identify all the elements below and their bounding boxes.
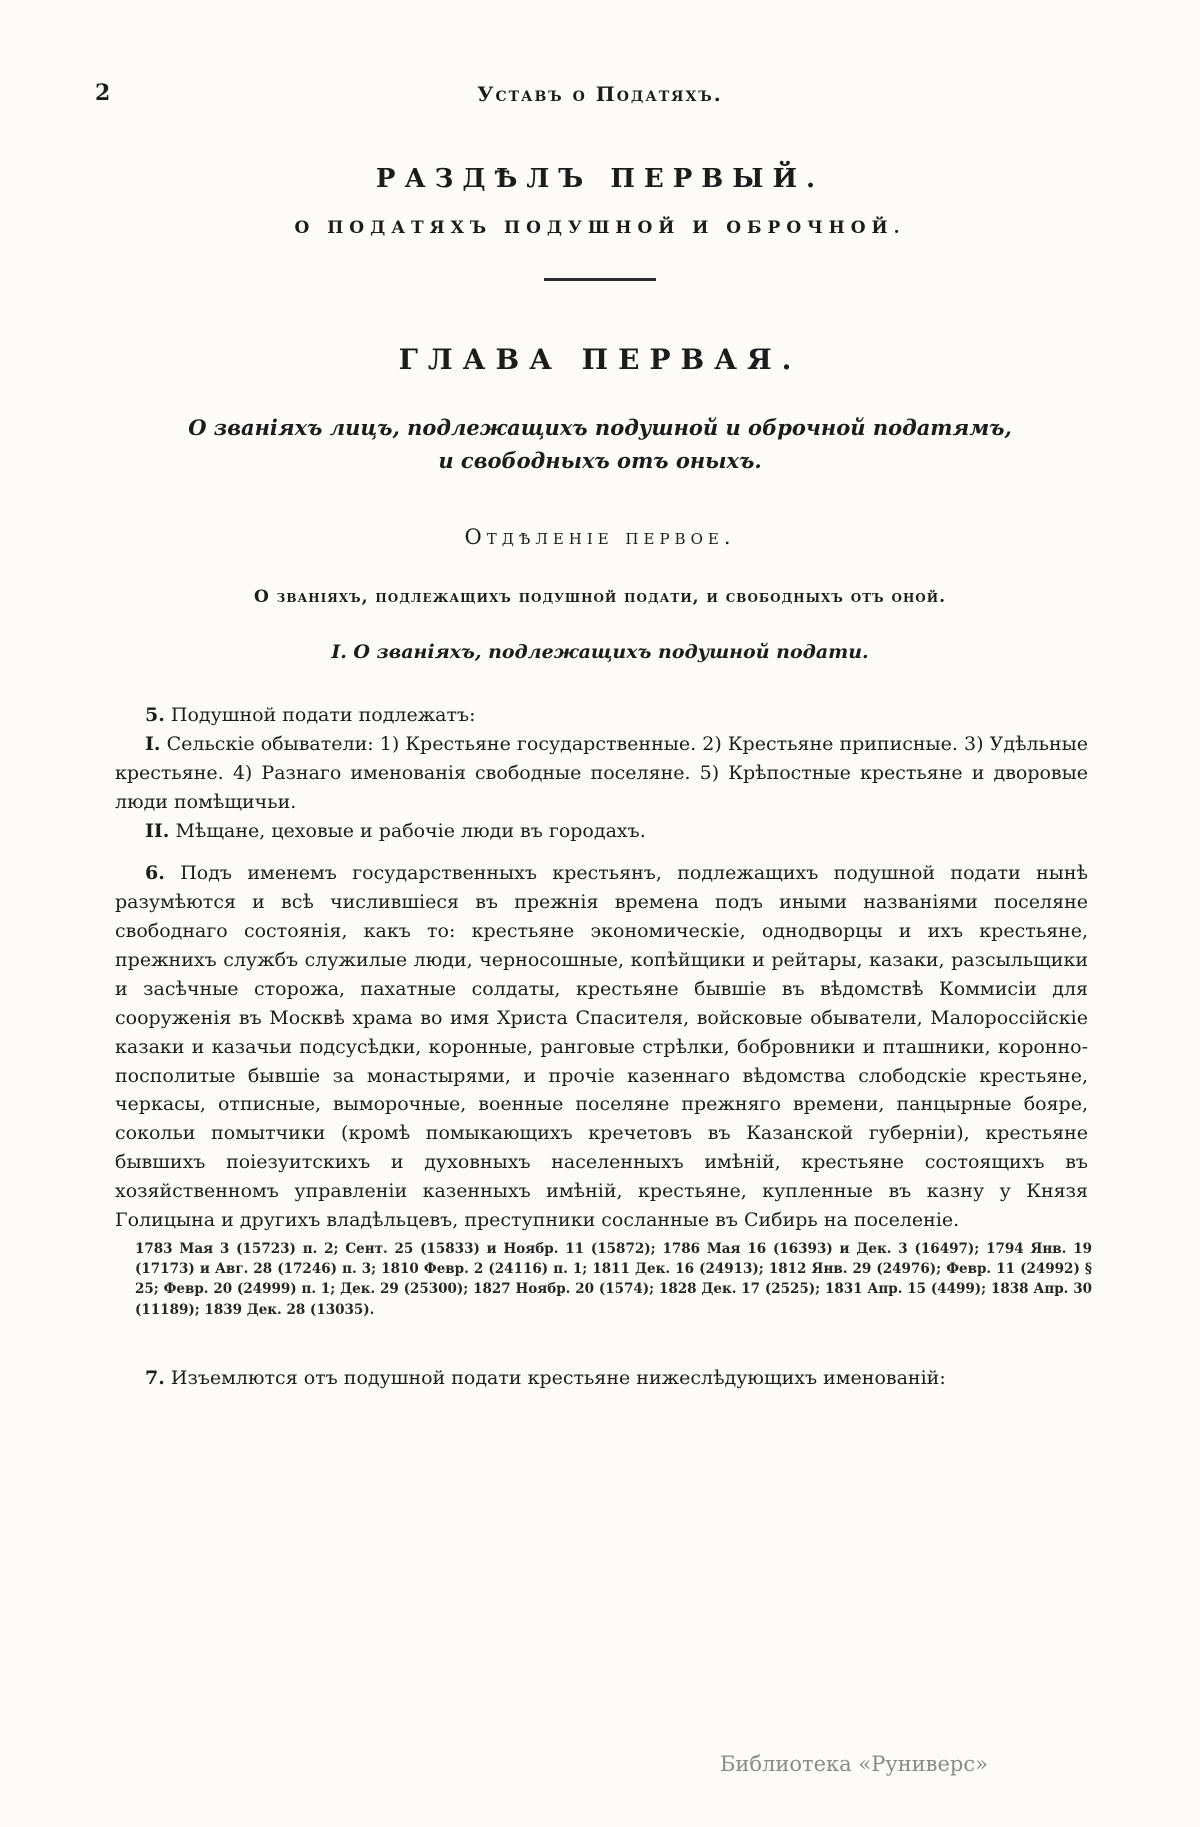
- running-header: [0, 0, 1200, 106]
- subsection-title: I. О званіяхъ, подлежащихъ подушной подати.: [331, 641, 869, 664]
- chapter-title: ГЛАВА ПЕРВАЯ.: [398, 343, 802, 376]
- article-5-item-2-number: II.: [145, 819, 170, 842]
- article-7-text: Изъемлются отъ подушной подати крестьяне нижеслѣдующихъ именованій:: [170, 1366, 946, 1389]
- article-6: [115, 859, 1088, 1234]
- article-5-number: 5.: [145, 704, 165, 727]
- article-6-number: 6.: [145, 862, 165, 885]
- document-body: [115, 701, 1088, 1235]
- library-watermark: Библиотека «Руниверс»: [719, 1752, 988, 1776]
- running-title: Уставъ о Податяхъ.: [477, 82, 723, 106]
- article-5-item-2: [115, 817, 1088, 846]
- chapter-subtitle: [0, 412, 1200, 477]
- article-5-item-1-text: Сельскіе обыватели: 1) Крестьяне государственные. 2) Крестьяне приписные. 3) Удѣльные крестьяне. 4) Разнаго именованія свободные поселяне. 5) Крѣпостные крестьяне и дворовые люди помѣщичьи.: [115, 732, 1088, 813]
- division-subtitle: О званіяхъ, подлежащихъ подушной подати, и свободныхъ отъ оной.: [253, 587, 947, 608]
- page-number: 2: [95, 80, 111, 106]
- article-5-intro: [115, 701, 1088, 730]
- article-7: [115, 1364, 1088, 1393]
- chapter-subtitle-line1: О званіяхъ лицъ, подлежащихъ подушной и оброчной податямъ,: [188, 415, 1012, 440]
- division-title: Отдѣленіе первое.: [464, 525, 736, 550]
- article-6-text: Подъ именемъ государственныхъ крестьянъ, подлежащихъ подушной подати нынѣ разумѣются и всѣ числившіеся въ прежнія времена подъ иными названіями поселяне свободнаго состоянія, какъ то: крестьяне экономическіе, однодворцы и ихъ крестьяне, прежнихъ службъ служилые люди, черносошные, копѣйщики и рейтары, казаки, разсыльщики и засѣчные сторожа, пахатные солдаты, крестьяне бывшіе въ вѣдомствѣ Коммисіи для сооруженія въ Москвѣ храма во имя Христа Спасителя, войсковые обыватели, Малороссійскіе казаки и казачьи подсусѣдки, коронные, ранговые стрѣлки, бобровники и пташники, коронно-посполитые бывшіе за монастырями, и прочіе казеннаго вѣдомства слободскіе крестьяне, черкасы, отписные, выморочные, военные поселяне прежняго времени, панцырные бояре, сокольи помытчики (кромѣ помыкающихъ кречетовъ въ Казанской губерніи), крестьяне бывшихъ поіезуитскихъ и духовныхъ населенныхъ имѣній, крестьяне состоящихъ въ хозяйственномъ управленіи казенныхъ имѣній, крестьяне, купленные въ казну у Князя Голицына и другихъ владѣльцевъ, преступники сосланные въ Сибирь на поселеніе.: [115, 862, 1089, 1231]
- section-title: РАЗДѢЛЪ ПЕРВЫЙ.: [375, 164, 825, 194]
- chapter-subtitle-line2: и свободныхъ отъ оныхъ.: [438, 447, 762, 473]
- section-subtitle: О ПОДАТЯХЪ ПОДУШНОЙ И ОБРОЧНОЙ.: [294, 218, 906, 238]
- divider-rule: [544, 278, 656, 281]
- article-5-item-2-text: Мѣщане, цеховые и рабочіе люди въ городахъ.: [175, 819, 646, 842]
- article-7-block: [115, 1364, 1088, 1393]
- article-5-intro-text: Подушной подати подлежатъ:: [170, 704, 476, 727]
- article-6-citation: 1783 Мая 3 (15723) п. 2; Сент. 25 (15833) и Ноябр. 11 (15872); 1786 Мая 16 (16393) и Дек. 3 (16497); 1794 Янв. 19 (17173) и Авг. 28 (17246) п. 3; 1810 Февр. 2 (24116) п. 1; 1811 Дек. 16 (24913); 1812 Янв. 29 (24976); Февр. 11 (24992) § 25; Февр. 20 (24999) п. 1; Дек. 29 (25300); 1827 Ноябр. 20 (1574); 1828 Дек. 17 (2525); 1831 Апр. 15 (4499); 1838 Апр. 30 (11189); 1839 Дек. 28 (13035).: [135, 1240, 1092, 1318]
- article-5-item-1: [115, 730, 1088, 817]
- article-5-item-1-number: I.: [145, 732, 161, 755]
- article-7-number: 7.: [145, 1366, 165, 1389]
